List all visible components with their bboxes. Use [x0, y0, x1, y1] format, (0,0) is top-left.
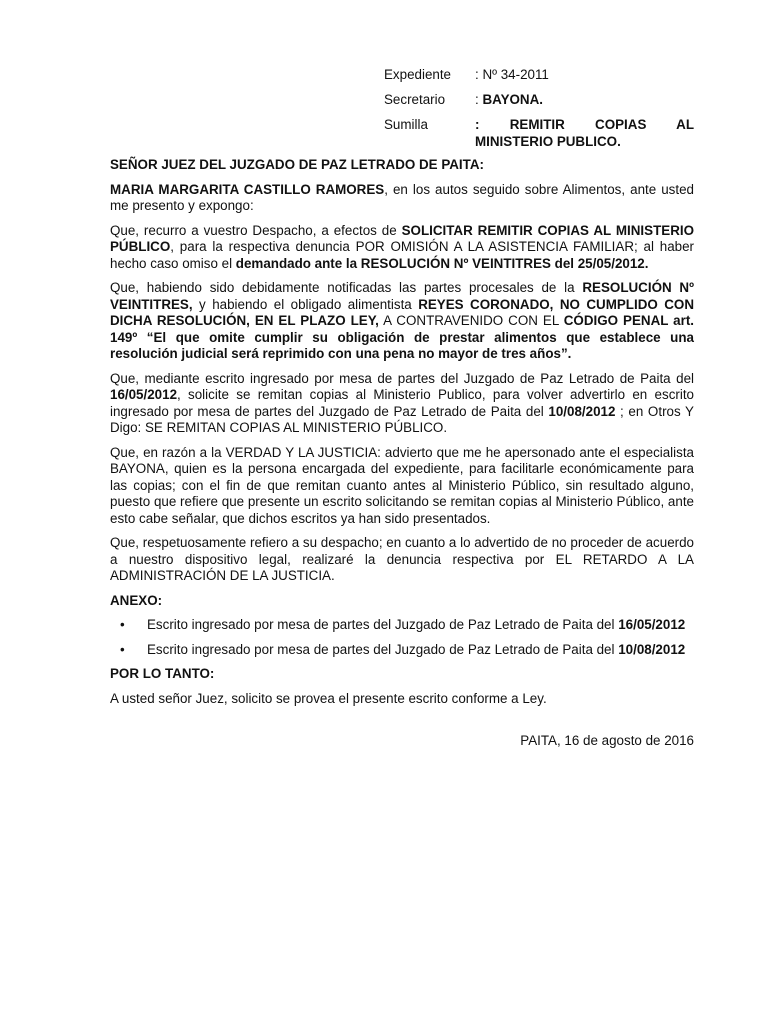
- paragraph-5: Que, respetuosamente refiero a su despacho; en cuanto a lo advertido de no proceder de acuerdo a nuestro dispositivo legal, realizaré la denuncia respectiva por EL RETARDO A LA ADMINISTRACIÓN DE LA JUSTICIA.: [110, 535, 694, 583]
- anexo-item-text: Escrito ingresado por mesa de partes del Juzgado de Paz Letrado de Paita del: [147, 641, 619, 657]
- secretario-colon: :: [475, 92, 483, 107]
- anexo-list: [110, 617, 694, 658]
- addressee: SEÑOR JUEZ DEL JUZGADO DE PAZ LETRADO DE PAITA:: [110, 157, 484, 172]
- sumilla-label: Sumilla: [384, 117, 428, 132]
- p3-bold-2: 10/08/2012: [548, 403, 616, 419]
- secretario-value: BAYONA.: [482, 92, 543, 107]
- por-lo-tanto-title: POR LO TANTO:: [110, 666, 215, 681]
- p2-bold-2: REYES CORONADO, NO CUMPLIDO CON DICHA RESOLUCIÓN, EN EL PLAZO LEY,: [110, 296, 694, 328]
- p2-bold-3: CÓDIGO PENAL art. 149º “El que omite cumplir su obligación de prestar alimentos que establece una resolución judicial será reprimido con una pena no mayor de tres años”.: [110, 313, 695, 361]
- document-body: [110, 157, 694, 758]
- expediente-label: Expediente: [384, 67, 452, 82]
- sumilla-line-1: : REMITIR COPIAS AL: [475, 117, 694, 132]
- anexo-item-date: 16/05/2012: [618, 617, 686, 632]
- p1-bold-2: demandado ante la RESOLUCIÓN Nº VEINTITRES del 25/05/2012.: [235, 255, 649, 271]
- petitioner-name: MARIA MARGARITA CASTILLO RAMORES: [110, 181, 385, 197]
- secretario-value-wrap: [475, 92, 694, 117]
- por-lo-tanto-text: A usted señor Juez, solicito se provea el presente escrito conforme a Ley.: [110, 690, 547, 706]
- p3-bold-1: 16/05/2012: [110, 387, 178, 402]
- sumilla-value: [475, 117, 694, 134]
- paragraph-3: [110, 371, 694, 437]
- p1-text-1: Que, recurro a vuestro Despacho, a efectos de: [110, 222, 402, 238]
- paragraph-4: Que, en razón a la VERDAD Y LA JUSTICIA: advierto que me he apersonado ante el especialista BAYONA, quien es la persona encargada del expediente, para facilitarle económicamente para las copias; con el fin de que remitan cuanto antes al Ministerio Público, sin resultado alguno, puesto que refiere que presente un escrito solicitando se remitan copias al Ministerio Público, ante esto cabe señalar, que dichos escritos ya han sido presentados.: [110, 444, 694, 526]
- anexo-title: ANEXO:: [110, 592, 163, 608]
- paragraph-1: [110, 223, 694, 273]
- secretario-label: Secretario: [384, 92, 446, 107]
- bullet-icon: •: [120, 641, 125, 657]
- list-item: [110, 642, 694, 659]
- expediente-value: : Nº 34-2011: [475, 67, 549, 82]
- p3-text-2: , solicite se remitan copias al Ministerio Publico, para volver advertirlo en escrito ingresado por mesa de partes del Juzgado de Paz Letrado de Paita del: [110, 387, 694, 419]
- secretario-row: [384, 92, 694, 117]
- p2-bold-1: RESOLUCIÓN Nº VEINTITRES,: [110, 280, 694, 312]
- sumilla-indent: [384, 134, 475, 151]
- intro-text: , en los autos seguido sobre Alimentos, ante usted me presento y expongo:: [110, 181, 694, 213]
- intro-paragraph: [110, 182, 694, 215]
- expediente-row: [384, 67, 694, 92]
- sumilla-row-2: [384, 134, 694, 151]
- bullet-icon: •: [120, 617, 125, 632]
- p3-text-3: ; en Otros Y Digo: SE REMITAN COPIAS AL MINISTERIO PÚBLICO.: [110, 403, 694, 435]
- p1-bold-1: SOLICITAR REMITIR COPIAS AL MINISTERIO PÚBLICO: [110, 222, 694, 254]
- p1-text-2: , para la respectiva denuncia POR OMISIÓN A LA ASISTENCIA FAMILIAR; al haber hecho caso omiso el: [110, 239, 694, 271]
- p2-text-2: y habiendo el obligado alimentista: [192, 296, 419, 312]
- p2-text-1: Que, habiendo sido debidamente notificadas las partes procesales de la: [110, 280, 583, 295]
- p2-text-3: A CONTRAVENIDO CON EL: [378, 313, 564, 328]
- list-item: [110, 617, 694, 634]
- case-header: [384, 67, 694, 150]
- date-line: PAITA, 16 de agosto de 2016: [520, 733, 694, 748]
- anexo-item-text: Escrito ingresado por mesa de partes del Juzgado de Paz Letrado de Paita del: [147, 617, 619, 632]
- anexo-item-date: 10/08/2012: [618, 641, 686, 657]
- sumilla-row: [384, 117, 694, 134]
- p3-text-1: Que, mediante escrito ingresado por mesa de partes del Juzgado de Paz Letrado de Paita del: [110, 370, 694, 386]
- sumilla-line-2: MINISTERIO PUBLICO.: [475, 133, 621, 149]
- paragraph-2: [110, 280, 694, 363]
